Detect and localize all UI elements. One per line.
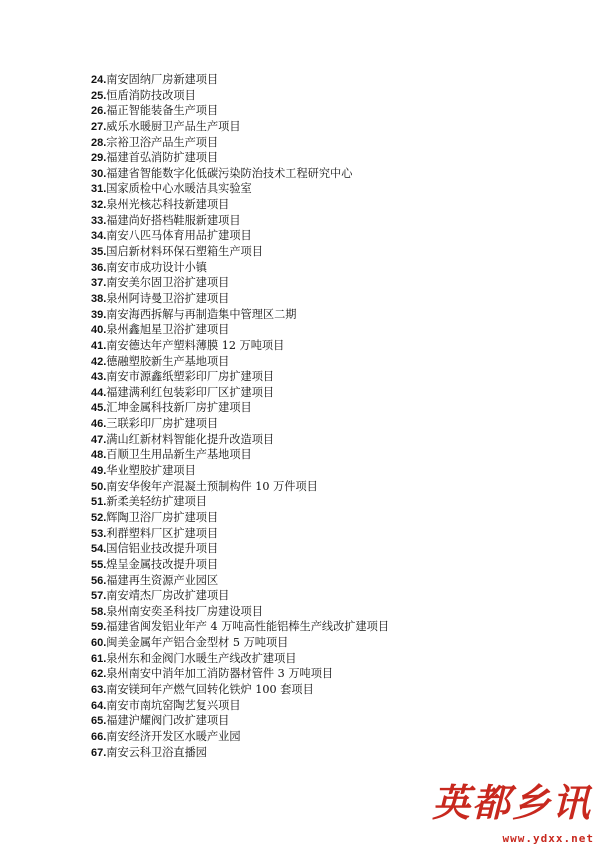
list-item [91,275,389,291]
item-number: 63. [91,683,107,696]
item-number: 47. [91,433,107,446]
item-title: 三联彩印厂房扩建项目 [106,417,219,431]
item-number: 56. [91,574,107,587]
item-number: 50. [91,480,107,493]
item-number: 54. [91,543,107,556]
watermark-url: www.ydxx.net [502,832,594,845]
watermark-logo-text: 英都乡讯 [431,780,592,825]
item-number: 24. [91,74,107,86]
list-item [91,338,389,354]
list-item [91,213,389,229]
list-item [91,557,389,573]
item-title: 南安美尔固卫浴扩建项目 [106,276,230,290]
item-title: 南安华俊年产混凝土预制构件 10 万件项目 [106,479,318,493]
item-title: 南安德达年产塑料薄膜 12 万吨项目 [106,338,285,352]
list-item [91,150,389,166]
item-number: 27. [91,120,107,133]
item-title: 南安八匹马体育用品扩建项目 [106,229,252,243]
item-number: 35. [91,246,107,259]
item-title: 福建省闽发铝业年产 4 万吨高性能铝棒生产线改扩建项目 [106,620,390,634]
list-item [91,307,389,323]
item-number: 31. [91,183,107,196]
item-number: 60. [91,637,107,650]
watermark [400,759,600,849]
item-title: 辉陶卫浴厂房扩建项目 [106,510,219,524]
list-item [91,88,389,104]
item-number: 58. [91,605,107,618]
item-title: 南安云科卫浴直播园 [106,745,207,759]
item-title: 南安海西拆解与再制造集中管理区二期 [106,307,297,321]
list-item [91,619,389,635]
item-title: 国信铝业技改提升项目 [106,542,219,556]
list-item [91,479,389,495]
item-number: 49. [91,465,107,478]
item-number: 44. [91,386,107,399]
list-item [91,729,389,745]
item-title: 南安市南坑窑陶艺复兴项目 [106,698,241,712]
project-list [91,72,389,760]
list-item [91,526,389,542]
item-title: 福建尚好搭档鞋服新建项目 [106,213,241,227]
item-title: 煌呈金属技改提升项目 [106,557,219,571]
list-item [91,463,389,479]
item-title: 福建满利红包装彩印厂区扩建项目 [106,385,275,399]
item-title: 满山红新材料智能化提升改造项目 [106,432,275,446]
item-title: 南安镁珂年产燃气回转化铁炉 100 套项目 [106,682,314,696]
item-title: 泉州南安奕圣科技厂房建设项目 [106,604,263,618]
list-item [91,322,389,338]
list-item [91,244,389,260]
item-number: 67. [91,746,107,759]
list-item [91,698,389,714]
item-title: 新柔美轻纺扩建项目 [106,495,207,509]
item-title: 汇坤金属科技新厂房扩建项目 [106,401,252,415]
list-item [91,385,389,401]
item-title: 德融塑胶新生产基地项目 [106,354,230,368]
item-number: 30. [91,167,107,180]
item-title: 百顺卫生用品新生产基地项目 [106,448,252,462]
item-number: 66. [91,730,107,743]
item-number: 41. [91,339,107,352]
item-number: 34. [91,230,107,243]
item-number: 33. [91,214,107,227]
item-title: 利群塑料厂区扩建项目 [106,526,219,540]
item-title: 国家质检中心水暖洁具实验室 [106,182,252,196]
list-item [91,635,389,651]
item-number: 45. [91,402,107,415]
item-title: 南安市成功设计小镇 [106,260,207,274]
item-number: 55. [91,558,107,571]
list-item [91,745,389,761]
item-number: 26. [91,105,107,118]
list-item [91,432,389,448]
item-number: 38. [91,292,107,305]
item-number: 48. [91,449,107,462]
item-title: 泉州鑫旭星卫浴扩建项目 [106,323,230,337]
item-title: 福建再生资源产业园区 [106,573,219,587]
list-item [91,103,389,119]
list-item [91,400,389,416]
item-title: 南安靖杰厂房改扩建项目 [106,589,230,603]
item-number: 51. [91,496,107,509]
list-item [91,354,389,370]
item-title: 闽美金属年产铝合金型材 5 万吨项目 [106,636,289,650]
item-number: 28. [91,136,107,149]
item-title: 恒盾消防技改项目 [106,88,196,102]
list-item [91,291,389,307]
list-item [91,713,389,729]
item-title: 福建沪耀阀门改扩建项目 [106,714,230,728]
item-number: 59. [91,621,107,634]
item-number: 46. [91,418,107,431]
list-item [91,119,389,135]
list-item [91,260,389,276]
item-number: 37. [91,277,107,290]
list-item [91,181,389,197]
item-title: 南安市源鑫纸塑彩印厂房扩建项目 [106,370,275,384]
list-item [91,494,389,510]
item-number: 40. [91,324,107,337]
item-number: 64. [91,699,107,712]
list-item [91,682,389,698]
item-title: 宗裕卫浴产品生产项目 [106,135,219,149]
item-title: 泉州光核芯科技新建项目 [106,198,230,212]
list-item [91,604,389,620]
list-item [91,651,389,667]
list-item [91,166,389,182]
item-number: 25. [91,89,107,102]
item-title: 福建首弘消防扩建项目 [106,151,219,165]
item-title: 南安经济开发区水暖产业园 [106,729,241,743]
item-number: 52. [91,511,107,524]
list-item [91,666,389,682]
item-number: 62. [91,668,107,681]
item-title: 泉州南安中消年加工消防器材管件 3 万吨项目 [106,667,334,681]
item-number: 29. [91,152,107,165]
list-item [91,72,389,88]
list-item [91,573,389,589]
item-number: 32. [91,199,107,212]
item-number: 39. [91,308,107,321]
list-item [91,369,389,385]
item-title: 泉州阿诗曼卫浴扩建项目 [106,291,230,305]
item-number: 42. [91,355,107,368]
item-title: 泉州东和金阀门水暖生产线改扩建项目 [106,651,297,665]
list-item [91,228,389,244]
item-number: 57. [91,590,107,603]
item-title: 福正智能装备生产项目 [106,104,219,118]
item-title: 福建省智能数字化低碳污染防治技术工程研究中心 [106,166,353,180]
item-title: 威乐水暖厨卫产品生产项目 [106,119,241,133]
item-number: 36. [91,261,107,274]
list-item [91,135,389,151]
item-number: 43. [91,371,107,384]
item-number: 61. [91,652,107,665]
item-title: 南安固纳厂房新建项目 [106,73,219,86]
list-item [91,197,389,213]
list-item [91,416,389,432]
item-title: 国启新材料环保石塑箱生产项目 [106,245,263,259]
item-number: 53. [91,527,107,540]
item-number: 65. [91,715,107,728]
list-item [91,588,389,604]
item-title: 华业塑胶扩建项目 [106,464,196,478]
list-item [91,510,389,526]
list-item [91,447,389,463]
list-item [91,541,389,557]
